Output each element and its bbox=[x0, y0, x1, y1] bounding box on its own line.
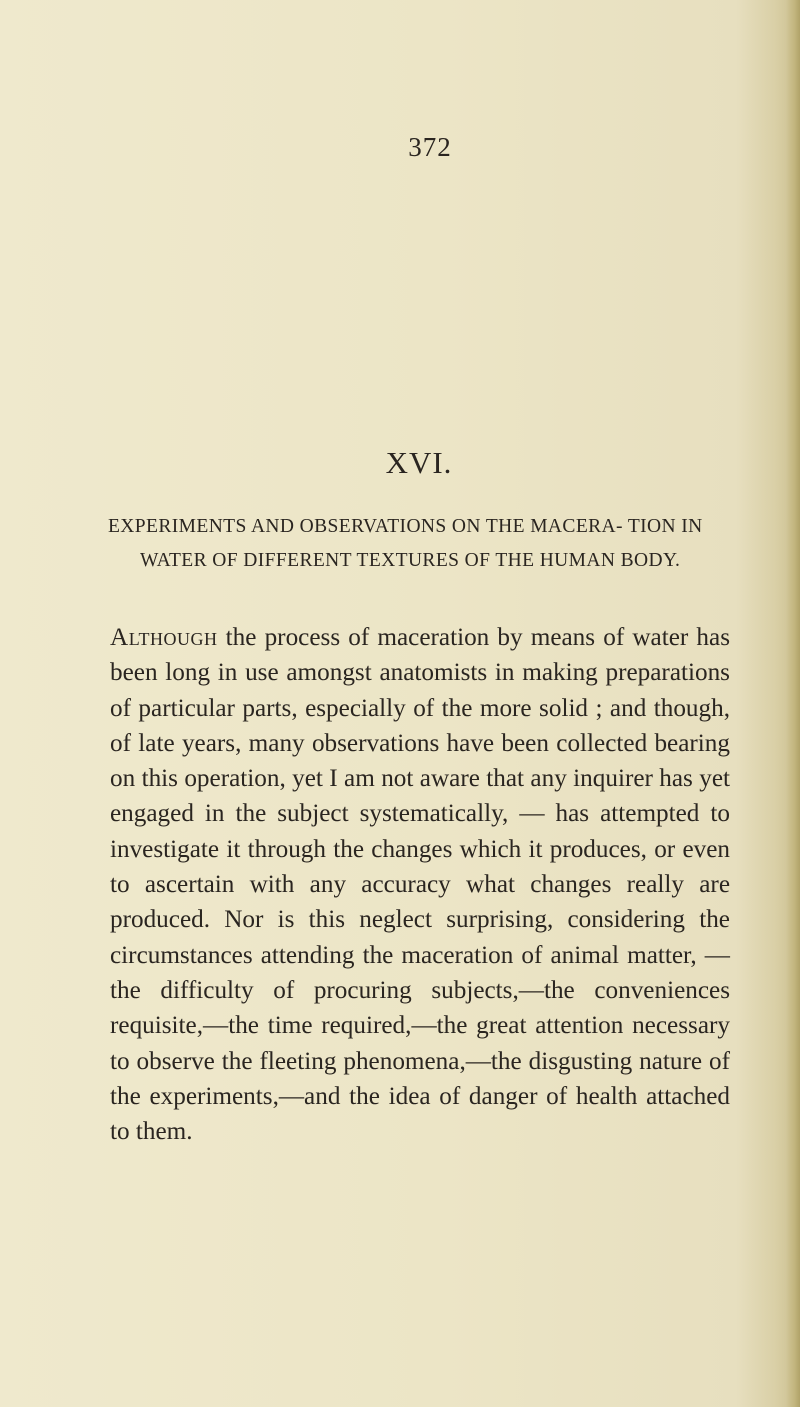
paragraph-text: the process of maceration by means of water has been long in use amongst anatomists in making preparations of particular parts, especially of the more solid ; and though, of late years, many observations have been collected bearing on this operation, yet I am not aware that any inquirer has yet engaged in the subject systematically, — has attempted to investigate it through the changes which it produces, or even to ascertain with any accuracy what changes really are produced. Nor is this neglect surprising, considering the circumstances attending the maceration of animal matter, — the difficulty of procuring subjects,—the conveniences requisite,—the time required,—the great attention necessary to observe the fleeting phenomena,—the disgusting nature of the experiments,—and the idea of danger of health attached to them. bbox=[110, 624, 730, 1146]
page-edge-shadow bbox=[786, 0, 800, 1407]
chapter-numeral: XVI. bbox=[385, 445, 453, 480]
chapter-title: EXPERIMENTS AND OBSERVATIONS ON THE MACERA- TION IN WATER OF DIFFERENT TEXTURES OF THE HUMAN BODY. bbox=[108, 516, 703, 571]
page-number: 372 bbox=[408, 132, 452, 162]
lead-word: Although bbox=[110, 624, 218, 651]
body-paragraph bbox=[110, 620, 730, 1149]
